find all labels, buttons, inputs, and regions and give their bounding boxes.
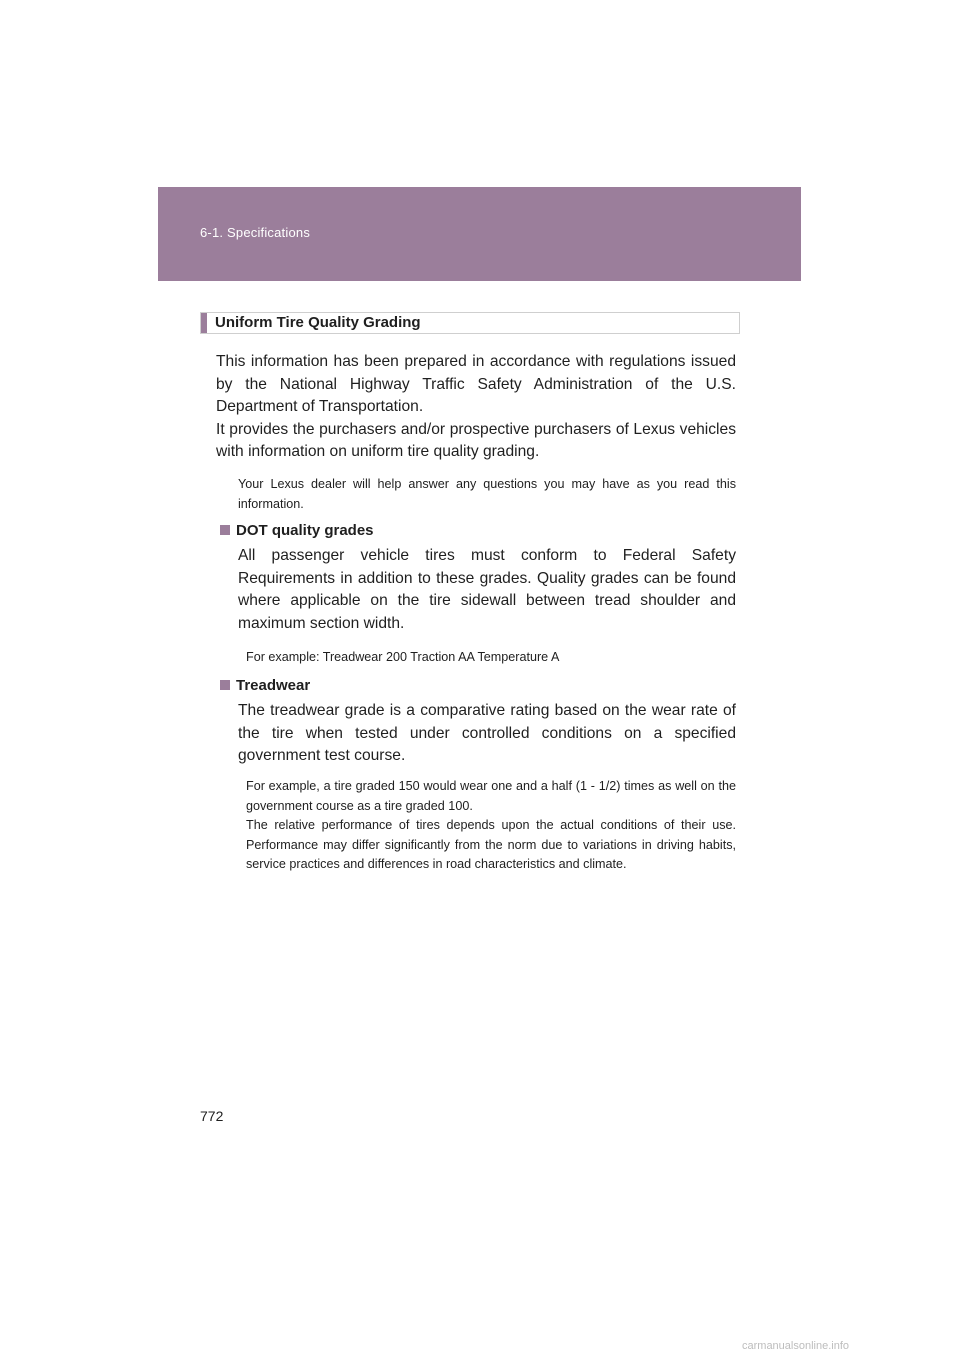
intro-paragraph-1: This information has been prepared in accordance with regulations issued by the National Highway Traffic Safety Administration of the U.S. Department of Transportation.: [216, 353, 736, 415]
intro-block: [216, 351, 736, 464]
dot-body: All passenger vehicle tires must conform to Federal Safety Requirements in addition to these grades. Quality grades can be found where applicable on the tire sidewall between tread shoulder and maximum section width.: [238, 547, 736, 632]
treadwear-body: The treadwear grade is a comparative rating based on the wear rate of the tire when tested under controlled conditions on a specified government test course.: [238, 702, 736, 764]
header-band: [158, 187, 801, 281]
section-title: Uniform Tire Quality Grading: [215, 314, 421, 331]
treadwear-note-2: The relative performance of tires depends upon the actual conditions of their use. Performance may differ significantly from the norm due to variations in driving habits, service practices and differences in road characteristics and climate.: [246, 818, 736, 871]
dot-heading-row: [220, 520, 736, 542]
intro-paragraph-2: It provides the purchasers and/or prospective purchasers of Lexus vehicles with information on uniform tire quality grading.: [216, 420, 736, 460]
intro-note: [238, 475, 736, 514]
bullet-square-icon: [220, 680, 230, 690]
treadwear-notes-block: [246, 777, 736, 875]
dot-heading: DOT quality grades: [236, 522, 374, 539]
section-label: 6-1. Specifications: [200, 225, 311, 240]
bullet-square-icon: [220, 525, 230, 535]
dot-body-block: [238, 545, 736, 635]
footer-watermark[interactable]: carmanualsonline.info: [742, 1340, 850, 1352]
page-number: 772: [200, 1108, 224, 1124]
intro-note-text: Your Lexus dealer will help answer any questions you may have as you read this information.: [238, 477, 736, 511]
treadwear-heading-row: [220, 675, 736, 697]
section-title-bar: [200, 312, 740, 334]
treadwear-body-block: [238, 700, 736, 768]
title-marker: [201, 313, 207, 333]
dot-example: For example: Treadwear 200 Traction AA Temperature A: [246, 650, 560, 664]
treadwear-note-1: For example, a tire graded 150 would wear one and a half (1 - 1/2) times as well on the government course as a tire graded 100.: [246, 779, 736, 813]
dot-example-block: [246, 648, 736, 668]
treadwear-heading: Treadwear: [236, 677, 311, 694]
